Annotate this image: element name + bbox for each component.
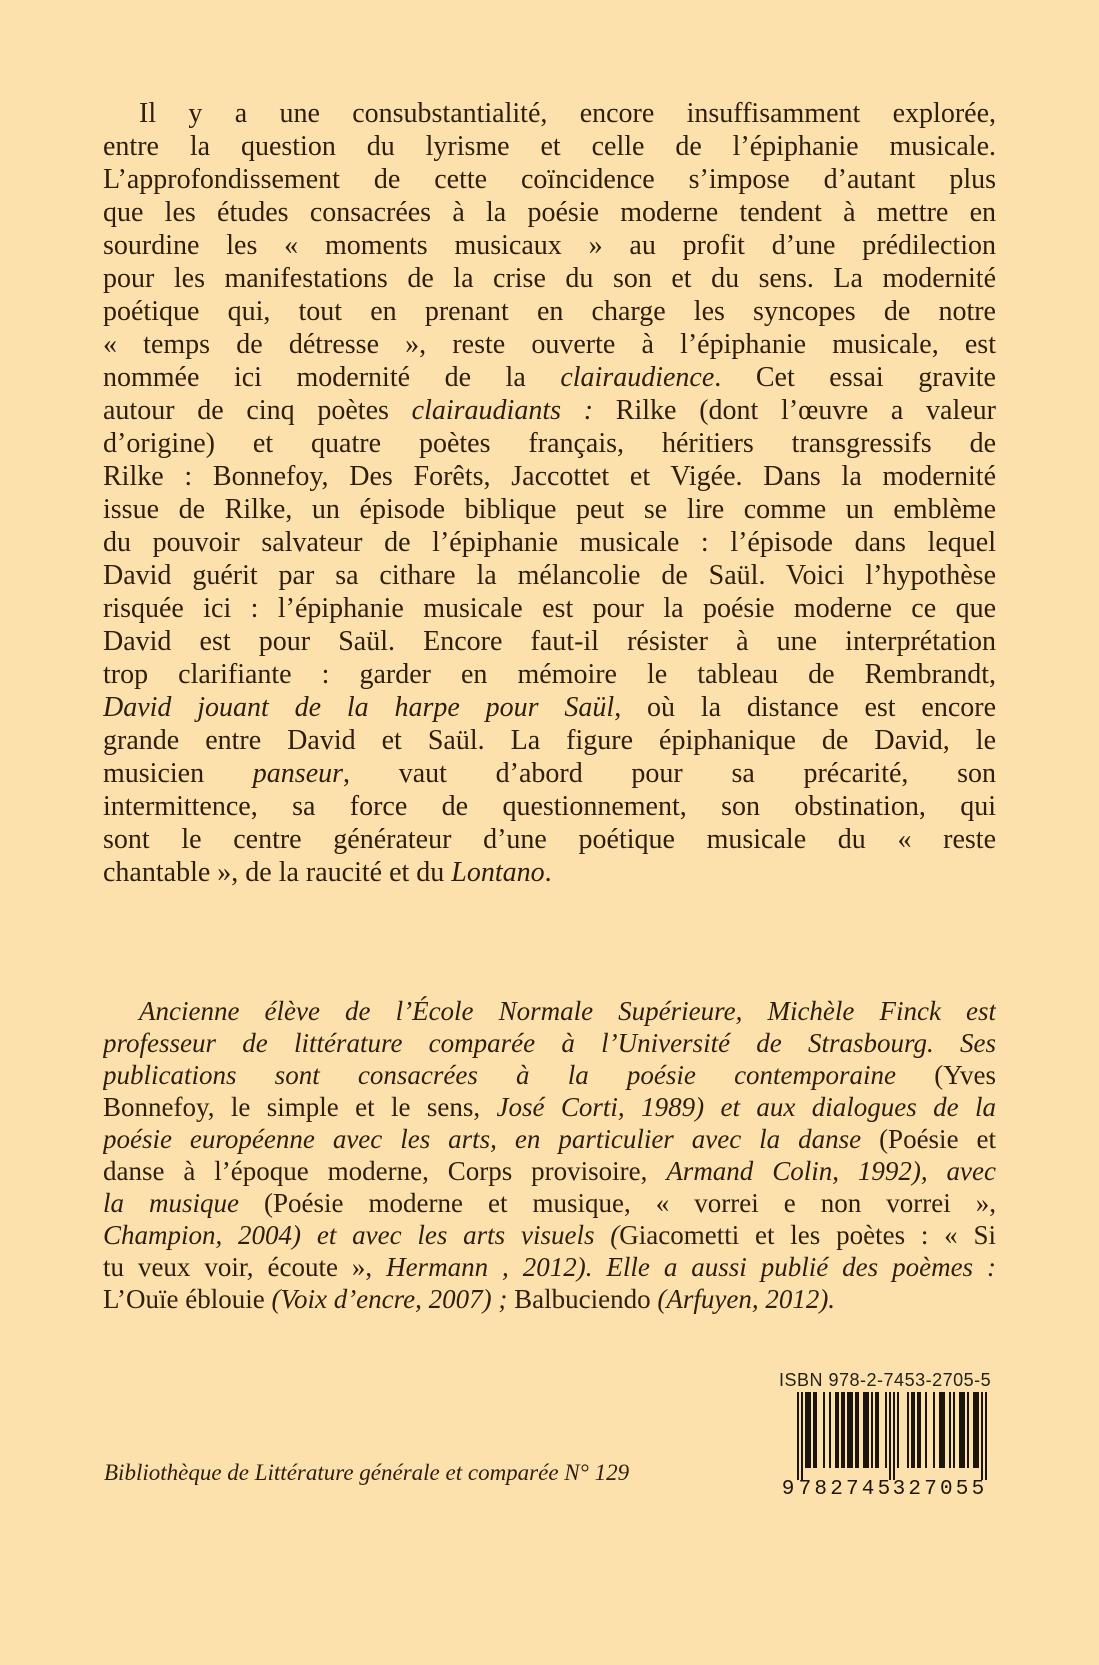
barcode-bars xyxy=(797,1392,987,1480)
text-line: trop clarifiante : garder en mémoire le tableau de Rembrandt, xyxy=(103,659,996,690)
text-line: danse à l’époque moderne, Corps provisoire, Armand Colin, 1992), avec xyxy=(103,1156,996,1186)
barcode-left-group-digits: 782745 xyxy=(798,1478,894,1496)
text-line: « temps de détresse », reste ouverte à l’épiphanie musicale, est xyxy=(103,329,996,360)
text-line: Il y a une consubstantialité, encore insuffisamment explorée, xyxy=(139,98,996,129)
text-line: professeur de littérature comparée à l’Université de Strasbourg. Ses xyxy=(103,1028,996,1058)
text-line: pour les manifestations de la crise du son et du sens. La modernité xyxy=(103,263,996,294)
text-line: David guérit par sa cithare la mélancolie de Saül. Voici l’hypothèse xyxy=(103,560,996,591)
barcode-leading-digit: 9 xyxy=(781,1478,795,1496)
text-line: poésie européenne avec les arts, en particulier avec la danse (Poésie et xyxy=(103,1124,996,1154)
text-line: nommée ici modernité de la clairaudience. Cet essai gravite xyxy=(103,362,996,393)
text-line: intermittence, sa force de questionnement, son obstination, qui xyxy=(103,791,996,822)
text-line: la musique (Poésie moderne et musique, « vorrei e non vorrei », xyxy=(103,1188,996,1218)
isbn-block xyxy=(779,1370,992,1496)
text-line: risquée ici : l’épiphanie musicale est pour la poésie moderne ce que xyxy=(103,593,996,624)
ean13-barcode xyxy=(779,1392,989,1496)
isbn-number-label: ISBN 978-2-7453-2705-5 xyxy=(779,1370,992,1390)
text-line: tu veux voir, écoute », Hermann , 2012). Elle a aussi publié des poèmes : xyxy=(103,1252,996,1282)
text-line: Rilke : Bonnefoy, Des Forêts, Jaccottet et Vigée. Dans la modernité xyxy=(103,461,996,492)
text-line: publications sont consacrées à la poésie contemporaine (Yves xyxy=(103,1060,996,1090)
text-line: autour de cinq poètes clairaudiants : Rilke (dont l’œuvre a valeur xyxy=(103,395,996,426)
text-line: David est pour Saül. Encore faut-il résister à une interprétation xyxy=(103,626,996,657)
text-line: musicien panseur, vaut d’abord pour sa précarité, son xyxy=(103,758,996,789)
text-line: chantable », de la raucité et du Lontano. xyxy=(103,857,552,888)
author-bio-paragraph xyxy=(103,995,996,1315)
text-line: sont le centre générateur d’une poétique musicale du « reste xyxy=(103,824,996,855)
text-line: que les études consacrées à la poésie moderne tendent à mettre en xyxy=(103,197,996,228)
text-line: grande entre David et Saül. La figure épiphanique de David, le xyxy=(103,725,996,756)
text-line: sourdine les « moments musicaux » au profit d’une prédilection xyxy=(103,230,996,261)
text-line: David jouant de la harpe pour Saül, où la distance est encore xyxy=(103,692,996,723)
text-line: L’Ouïe éblouie (Voix d’encre, 2007) ; Balbuciendo (Arfuyen, 2012). xyxy=(103,1284,836,1314)
text-line: poétique qui, tout en prenant en charge les syncopes de notre xyxy=(103,296,996,327)
text-line: L’approfondissement de cette coïncidence s’impose d’autant plus xyxy=(103,164,996,195)
text-line: du pouvoir salvateur de l’épiphanie musicale : l’épisode dans lequel xyxy=(103,527,996,558)
synopsis-paragraph xyxy=(103,97,996,889)
text-line: Champion, 2004) et avec les arts visuels (Giacometti et les poètes : « Si xyxy=(103,1220,996,1250)
collection-series-label: Bibliothèque de Littérature générale et comparée N° 129 xyxy=(104,1460,630,1485)
text-line: Bonnefoy, le simple et le sens, José Corti, 1989) et aux dialogues de la xyxy=(103,1092,996,1122)
text-line: issue de Rilke, un épisode biblique peut se lire comme un emblème xyxy=(103,494,996,525)
text-line: Ancienne élève de l’École Normale Supérieure, Michèle Finck est xyxy=(139,996,996,1026)
text-line: d’origine) et quatre poètes français, héritiers transgressifs de xyxy=(103,428,996,459)
text-line: entre la question du lyrisme et celle de l’épiphanie musicale. xyxy=(103,131,996,162)
barcode-right-group-digits: 327055 xyxy=(892,1478,988,1496)
